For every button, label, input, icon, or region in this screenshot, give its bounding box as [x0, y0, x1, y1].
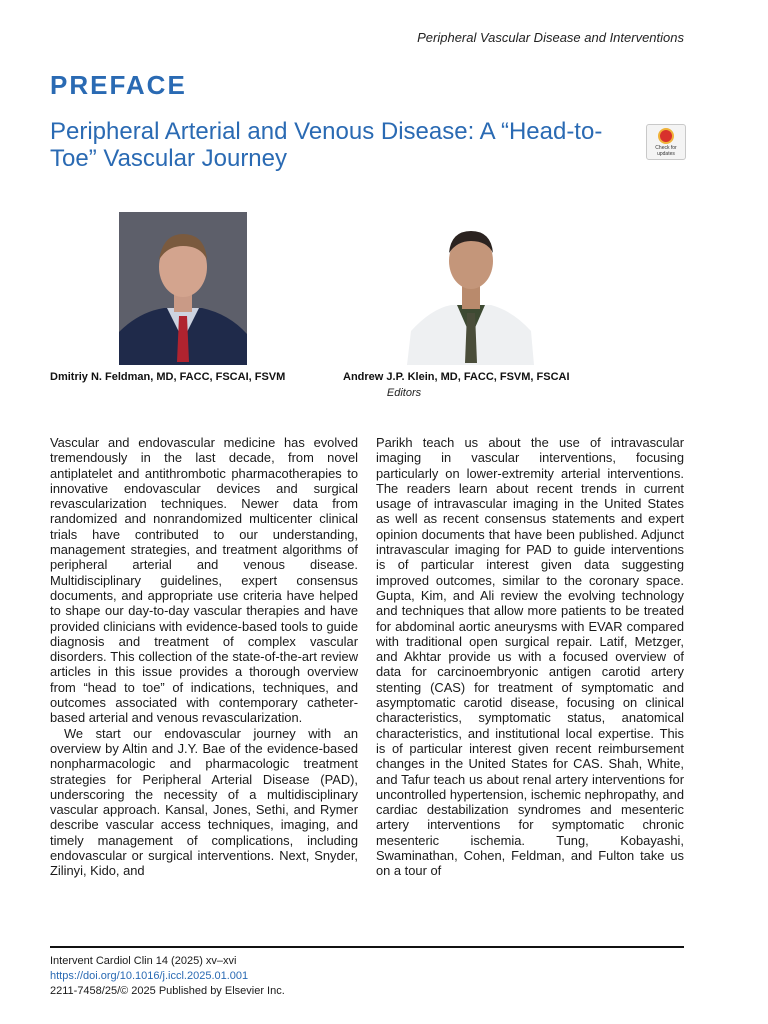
- footer: [50, 954, 285, 999]
- editor-name-feldman: Dmitriy N. Feldman, MD, FACC, FSCAI, FSVM: [50, 371, 286, 383]
- editor-photo-feldman: [119, 212, 247, 365]
- check-for-updates-label: Check for updates: [655, 145, 677, 157]
- editor-name-klein: Andrew J.P. Klein, MD, FACC, FSVM, FSCAI: [343, 371, 570, 383]
- editor-photo-klein: [407, 213, 534, 365]
- body-paragraph: Vascular and endovascular medicine has evolved tremendously in the last decade, from novel antiplatelet and antithrombotic pharmacotherapies to innovative endovascular devices and surgical revascularization techniques. Newer data from randomized and nonrandomized multicenter clinical trials have contributed to our understanding, management strategies, and treatment algorithms of peripheral arterial and venous disease. Multidisciplinary guidelines, expert consensus documents, and appropriate use criteria have helped to shape our day-to-day vascular therapies and have provided clinicians with evidence-based tools to guide diagnosis and treatment of complex vascular disorders. This collection of the state-of-the-art review articles in this issue provides a thorough overview from “head to toe” of indications, techniques, and outcomes associated with contemporary catheter-based arterial and venous revascularization.: [50, 435, 358, 726]
- running-head: Peripheral Vascular Disease and Interventions: [417, 30, 684, 45]
- footer-citation: Intervent Cardiol Clin 14 (2025) xv–xvi: [50, 955, 237, 967]
- check-for-updates-icon: [658, 128, 674, 144]
- footer-doi-link[interactable]: https://doi.org/10.1016/j.iccl.2025.01.001: [50, 970, 249, 982]
- footer-copyright: 2211-7458/25/© 2025 Published by Elsevier Inc.: [50, 985, 285, 997]
- section-label: PREFACE: [50, 70, 187, 100]
- body-paragraph: Parikh teach us about the use of intravascular imaging in vascular interventions, focusing particularly on lower-extremity arterial interventions. The readers learn about recent trends in current usage of intravascular imaging in the United States as well as recent consensus statements and expert opinion documents that have been published. Adjunct intravascular imaging for PAD to guide interventions is of particular interest given data suggesting improved outcomes, similar to the coronary space. Gupta, Kim, and Ali review the evolving technology and techniques that allow more patients to be treated for abdominal aortic aneurysms with EVAR compared with traditional open surgical repair. Latif, Metzger, and Akhtar provide us with a focused overview of data for carcinoembryonic antigen carotid artery stenting (CAS) for treatment of symptomatic and asymptomatic carotid disease, focusing on clinical characteristics, symptomatic status, anatomical characteristics, and institutional local expertise. This is of particular interest given recent reimbursement changes in the United States for CAS. Shah, White, and Tafur teach us about renal artery interventions for uncontrolled hypertension, ischemic nephropathy, and cardiac destabilization syndromes and mesenteric artery interventions for symptomatic chronic mesenteric ischemia. Tung, Kobayashi, Swaminathan, Cohen, Feldman, and Fulton take us on a tour of: [376, 435, 684, 879]
- check-for-updates-badge[interactable]: [646, 124, 686, 160]
- body-paragraph: We start our endovascular journey with an overview by Altin and J.Y. Bae of the evidence-based nonpharmacologic and pharmacologic treatment strategies for Peripheral Arterial Disease (PAD), underscoring the necessity of a multidisciplinary vascular approach. Kansal, Jones, Sethi, and Rymer describe vascular access techniques, imaging, and timely management of complications, including endovascular or surgical interventions. Next, Snyder, Zilinyi, Kido, and: [50, 725, 358, 879]
- editors-caption: Editors: [386, 387, 422, 399]
- footer-divider: [50, 946, 684, 948]
- body-column-left: [50, 435, 358, 879]
- article-title: Peripheral Arterial and Venous Disease: A “Head-to-Toe” Vascular Journey: [50, 118, 603, 172]
- body-column-right: [376, 435, 684, 879]
